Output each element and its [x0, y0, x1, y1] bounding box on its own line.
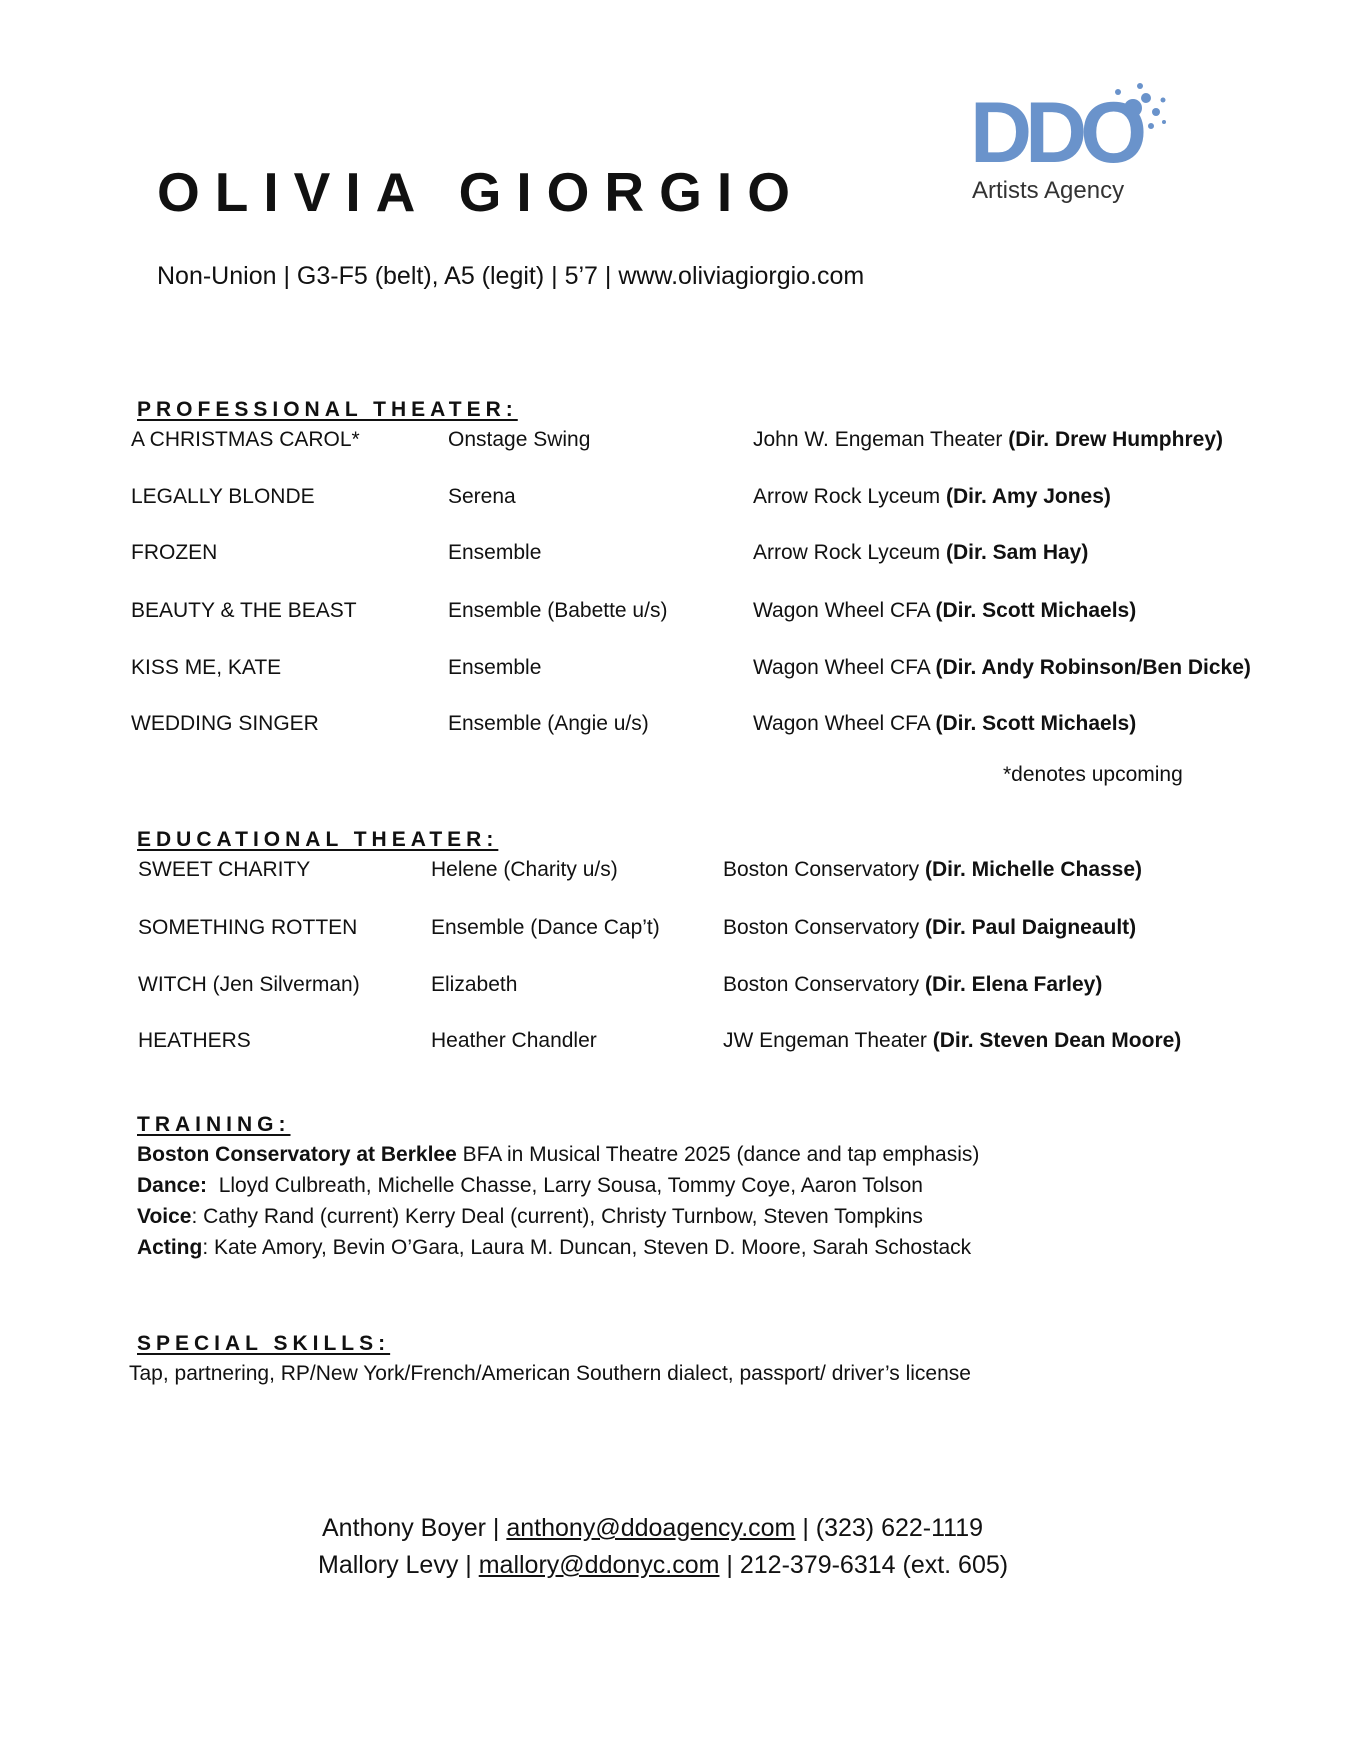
credit-director: (Dir. Sam Hay) [945, 541, 1089, 564]
credit-venue: Wagon Wheel CFA [753, 712, 930, 735]
credit-venue: Wagon Wheel CFA [753, 599, 930, 622]
credit-venue: Arrow Rock Lyceum [753, 541, 941, 564]
contact-name: Mallory Levy | [318, 1551, 479, 1579]
logo-mark: DDO [970, 85, 1141, 181]
credit-director: (Dir. Scott Michaels) [935, 599, 1137, 622]
credit-show: FROZEN [131, 541, 218, 564]
contact-email-link[interactable]: mallory@ddonyc.com [478, 1551, 720, 1579]
credit-venue: Wagon Wheel CFA [753, 656, 930, 679]
credit-venue: Boston Conservatory [723, 973, 920, 996]
credit-show: HEATHERS [138, 1029, 251, 1052]
credit-role: Serena [448, 485, 516, 508]
training-text: BFA in Musical Theatre 2025 (dance and tap emphasis) [456, 1143, 980, 1166]
credit-show: KISS ME, KATE [131, 656, 282, 679]
training-text: : Kate Amory, Bevin O’Gara, Laura M. Duncan, Steven D. Moore, Sarah Schostack [202, 1236, 972, 1259]
training-label: Dance: [137, 1174, 208, 1197]
credit-show: WITCH (Jen Silverman) [138, 973, 360, 996]
credit-role: Ensemble [448, 656, 542, 679]
credit-role: Elizabeth [431, 973, 518, 996]
credit-show: WEDDING SINGER [131, 712, 319, 735]
credit-role: Heather Chandler [431, 1029, 597, 1052]
contact-name: Anthony Boyer | [322, 1514, 507, 1542]
credit-role: Ensemble (Angie u/s) [448, 712, 649, 735]
contact-phone: | (323) 622-1119 [795, 1514, 984, 1542]
training-line [137, 1205, 923, 1229]
stats-line: Non-Union | G3-F5 (belt), A5 (legit) | 5’7 | www.oliviagiorgio.com [157, 262, 865, 290]
contact-line [318, 1551, 1008, 1580]
contact-phone: | 212-379-6314 (ext. 605) [719, 1551, 1009, 1579]
credit-show: LEGALLY BLONDE [131, 485, 315, 508]
training-text: Lloyd Culbreath, Michelle Chasse, Larry Sousa, Tommy Coye, Aaron Tolson [207, 1174, 923, 1197]
training-line [137, 1174, 923, 1198]
credit-show: BEAUTY & THE BEAST [131, 599, 357, 622]
educational-section-title: EDUCATIONAL THEATER: [137, 828, 499, 851]
credit-director: (Dir. Andy Robinson/Ben Dicke) [935, 656, 1251, 679]
professional-section-title: PROFESSIONAL THEATER: [137, 398, 518, 421]
contact-line [322, 1514, 983, 1543]
skills-section-title: SPECIAL SKILLS: [137, 1332, 391, 1355]
credit-venue: Boston Conservatory [723, 916, 920, 939]
agency-logo [968, 80, 1183, 210]
skills-text: Tap, partnering, RP/New York/French/American Southern dialect, passport/ driver’s license [129, 1362, 971, 1385]
credit-director: (Dir. Drew Humphrey) [1008, 428, 1223, 451]
training-section-title: TRAINING: [137, 1113, 291, 1136]
upcoming-note: *denotes upcoming [1003, 763, 1183, 786]
credit-venue: John W. Engeman Theater [753, 428, 1003, 451]
resume-name: OLIVIA GIORGIO [157, 161, 805, 223]
credit-director: (Dir. Paul Daigneault) [924, 916, 1137, 939]
credit-show: SOMETHING ROTTEN [138, 916, 358, 939]
credit-role: Ensemble [448, 541, 542, 564]
credit-role: Ensemble (Babette u/s) [448, 599, 668, 622]
credit-venue: Arrow Rock Lyceum [753, 485, 941, 508]
credit-venue: JW Engeman Theater [723, 1029, 927, 1052]
credit-venue: Boston Conservatory [723, 858, 920, 881]
credit-show: A CHRISTMAS CAROL* [131, 428, 360, 451]
credit-show: SWEET CHARITY [138, 858, 311, 881]
training-line [137, 1143, 979, 1167]
credit-role: Ensemble (Dance Cap’t) [431, 916, 660, 939]
credit-role: Helene (Charity u/s) [431, 858, 618, 881]
credit-director: (Dir. Elena Farley) [924, 973, 1103, 996]
training-label: Acting [137, 1236, 203, 1259]
credit-director: (Dir. Scott Michaels) [935, 712, 1137, 735]
contact-email-link[interactable]: anthony@ddoagency.com [506, 1514, 796, 1542]
credit-director: (Dir. Amy Jones) [945, 485, 1111, 508]
training-text: : Cathy Rand (current) Kerry Deal (current), Christy Turnbow, Steven Tompkins [191, 1205, 923, 1228]
training-label: Boston Conservatory at Berklee [137, 1143, 457, 1166]
credit-director: (Dir. Michelle Chasse) [924, 858, 1143, 881]
credit-director: (Dir. Steven Dean Moore) [932, 1029, 1182, 1052]
logo-subtitle: Artists Agency [972, 177, 1125, 204]
credit-role: Onstage Swing [448, 428, 591, 451]
training-label: Voice [137, 1205, 192, 1228]
training-line [137, 1236, 971, 1260]
